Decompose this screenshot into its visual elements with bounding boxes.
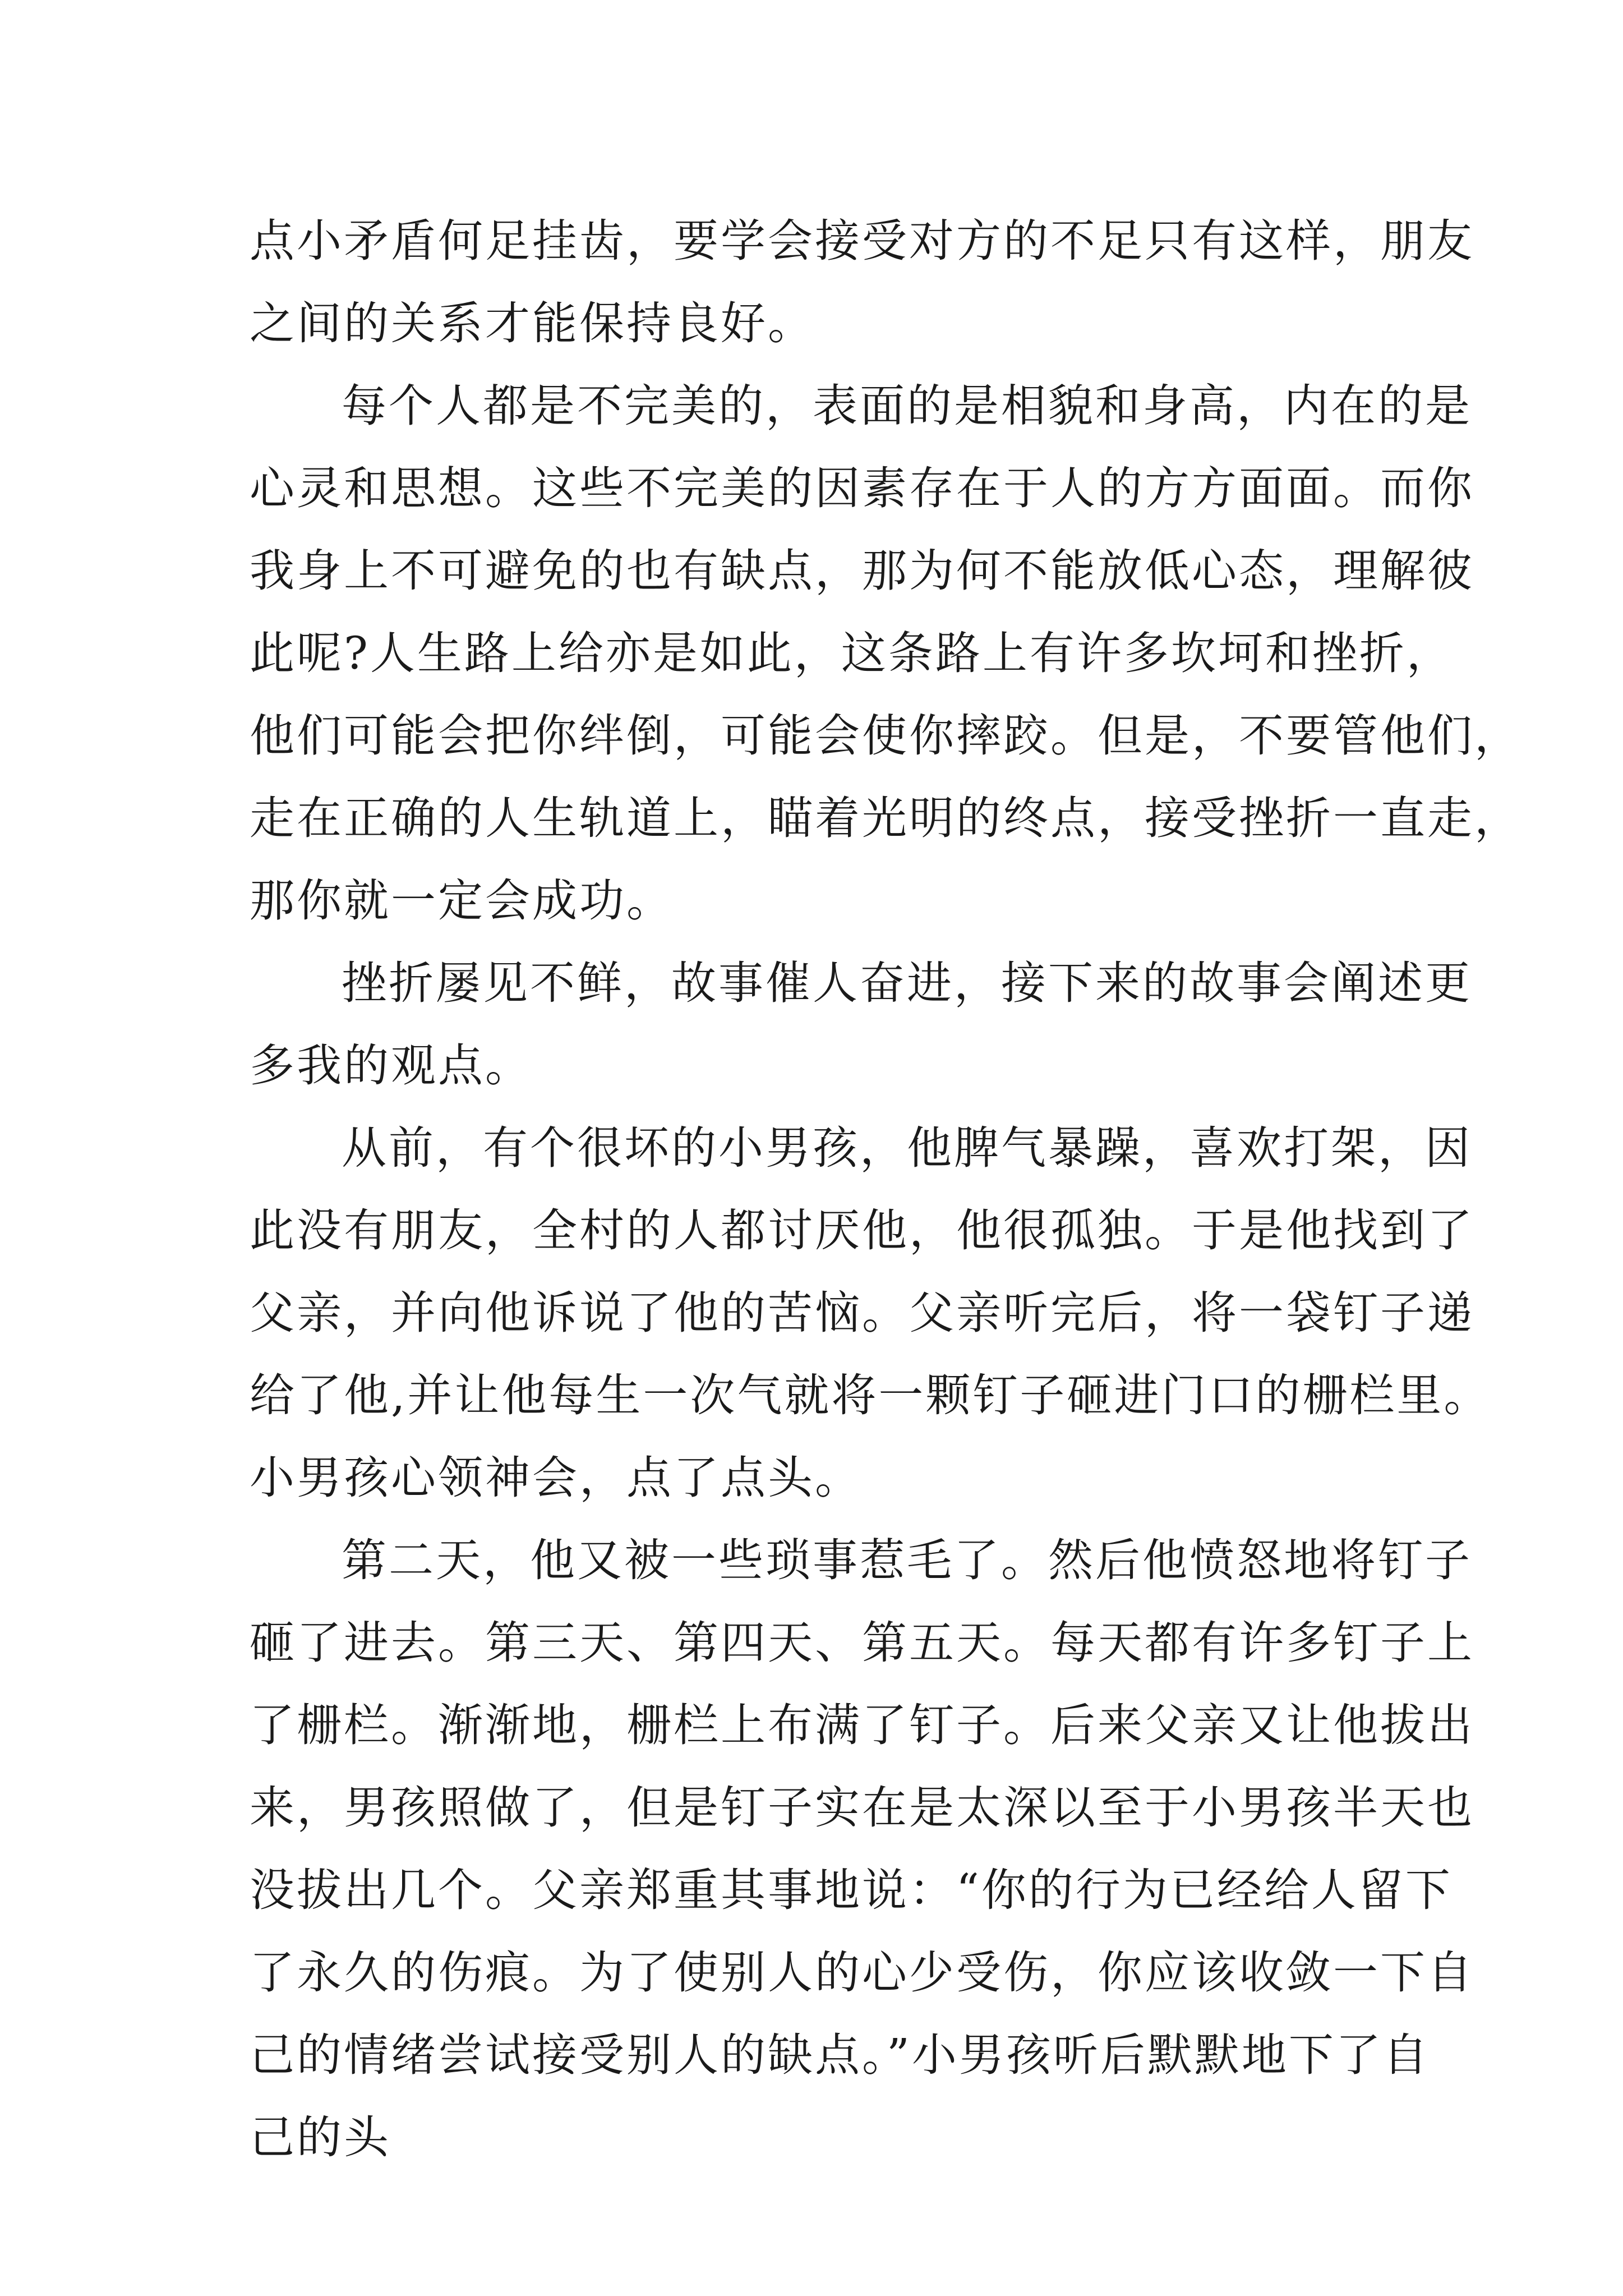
paragraph <box>250 942 1472 1107</box>
text-line: 那你就一定会成功。 <box>250 875 674 927</box>
paragraph <box>250 1107 1491 1519</box>
text-line: 从前，有个很坏的小男孩，他脾气暴躁，喜欢打架，因 <box>342 1122 1472 1174</box>
paragraph <box>250 1519 1474 2179</box>
text-line: 己的头 <box>250 2111 391 2164</box>
text-line: 砸了进去。第三天、第四天、第五天。每天都有许多钉子上 <box>250 1617 1474 1669</box>
text-line: 小男孩心领神会，点了点头。 <box>250 1452 862 1504</box>
text-line: 来，男孩照做了，但是钉子实在是太深以至于小男孩半天也 <box>250 1782 1474 1834</box>
text-line: 挫折屡见不鲜，故事催人奋进，接下来的故事会阐述更 <box>342 957 1472 1009</box>
paragraph <box>250 200 1474 365</box>
text-line: 我身上不可避免的也有缺点，那为何不能放低心态，理解彼 <box>250 545 1474 597</box>
text-line: 己的情绪尝试接受别人的缺点。”小男孩听后默默地下了自 <box>250 2029 1430 2081</box>
text-line: 走在正确的人生轨道上，瞄着光明的终点，接受挫折一直走， <box>250 792 1521 844</box>
text-line: 给了他,并让他每生一次气就将一颗钉子砸进门口的栅栏里。 <box>250 1369 1491 1421</box>
text-line: 多我的观点。 <box>250 1039 532 1092</box>
text-line: 此呢?人生路上给亦是如此，这条路上有许多坎坷和挫折， <box>250 627 1454 679</box>
document-body <box>250 200 1521 2179</box>
text-line: 他们可能会把你绊倒，可能会使你摔跤。但是，不要管他们， <box>250 710 1521 762</box>
text-line: 没拔出几个。父亲郑重其事地说：“你的行为已经给人留下 <box>250 1864 1453 1916</box>
paragraph <box>250 365 1521 942</box>
text-line: 父亲，并向他诉说了他的苦恼。父亲听完后，将一袋钉子递 <box>250 1287 1474 1339</box>
text-line: 点小矛盾何足挂齿，要学会接受对方的不足只有这样，朋友 <box>250 215 1474 267</box>
text-line: 第二天，他又被一些琐事惹毛了。然后他愤怒地将钉子 <box>342 1534 1472 1586</box>
text-line: 了永久的伤痕。为了使别人的心少受伤，你应该收敛一下自 <box>250 1947 1474 1999</box>
text-line: 了栅栏。渐渐地，栅栏上布满了钉子。后来父亲又让他拔出 <box>250 1699 1474 1751</box>
text-line: 心灵和思想。这些不完美的因素存在于人的方方面面。而你 <box>250 462 1474 514</box>
text-line: 之间的关系才能保持良好。 <box>250 297 815 349</box>
text-line: 此没有朋友，全村的人都讨厌他，他很孤独。于是他找到了 <box>250 1204 1474 1257</box>
text-line: 每个人都是不完美的，表面的是相貌和身高，内在的是 <box>342 380 1472 432</box>
